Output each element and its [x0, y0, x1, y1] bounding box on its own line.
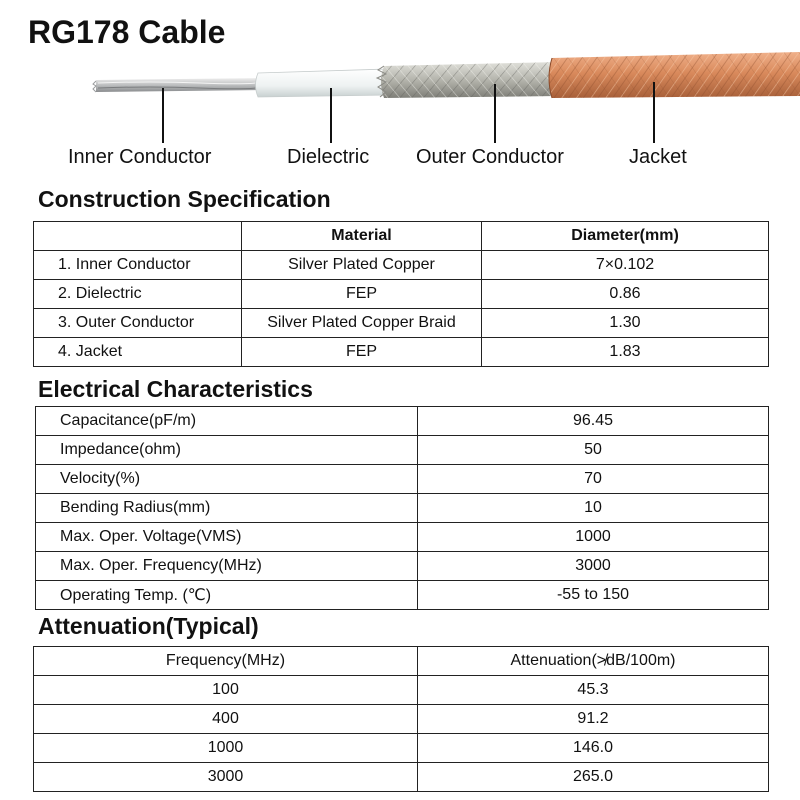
- header-diameter: Diameter(mm): [482, 222, 769, 251]
- header-material: Material: [242, 222, 482, 251]
- row-attenuation: 265.0: [418, 763, 769, 792]
- row-attenuation: 146.0: [418, 734, 769, 763]
- row-value: 70: [418, 465, 769, 494]
- table-row: [34, 280, 769, 309]
- row-label: Operating Temp. (℃): [36, 581, 418, 610]
- table-header-row: [34, 647, 769, 676]
- electrical-table: [35, 406, 769, 610]
- row-value: 96.45: [418, 407, 769, 436]
- table-row: [34, 763, 769, 792]
- row-attenuation: 91.2: [418, 705, 769, 734]
- table-row: [34, 705, 769, 734]
- outer-conductor-shape: [377, 62, 560, 98]
- row-label: Capacitance(pF/m): [36, 407, 418, 436]
- label-inner-conductor: Inner Conductor: [68, 146, 212, 168]
- row-label: 1. Inner Conductor: [34, 251, 242, 280]
- row-label: 2. Dielectric: [34, 280, 242, 309]
- row-material: FEP: [242, 280, 482, 309]
- table-row: [34, 251, 769, 280]
- row-diameter: 0.86: [482, 280, 769, 309]
- row-value: 50: [418, 436, 769, 465]
- table-row: [34, 734, 769, 763]
- header-frequency: Frequency(MHz): [34, 647, 418, 676]
- row-label: Max. Oper. Frequency(MHz): [36, 552, 418, 581]
- inner-conductor-shape: [93, 78, 262, 92]
- table-row: [36, 523, 769, 552]
- label-outer-conductor: Outer Conductor: [416, 146, 564, 168]
- row-attenuation: 45.3: [418, 676, 769, 705]
- table-row: [36, 581, 769, 610]
- row-frequency: 3000: [34, 763, 418, 792]
- row-diameter: 1.83: [482, 338, 769, 367]
- table-row: [36, 436, 769, 465]
- row-label: 4. Jacket: [34, 338, 242, 367]
- row-frequency: 100: [34, 676, 418, 705]
- table-row: [34, 309, 769, 338]
- row-label: Velocity(%): [36, 465, 418, 494]
- label-jacket: Jacket: [629, 146, 687, 168]
- construction-table: [33, 221, 769, 367]
- row-frequency: 400: [34, 705, 418, 734]
- row-value: 10: [418, 494, 769, 523]
- header-cell: [34, 222, 242, 251]
- dielectric-shape: [256, 69, 392, 97]
- attenuation-table: [33, 646, 769, 792]
- row-label: Bending Radius(mm): [36, 494, 418, 523]
- table-row: [36, 407, 769, 436]
- table-header-row: [34, 222, 769, 251]
- row-material: FEP: [242, 338, 482, 367]
- attenuation-heading: Attenuation(Typical): [38, 613, 259, 639]
- row-value: 3000: [418, 552, 769, 581]
- header-attenuation: Attenuation(≯dB/100m): [418, 647, 769, 676]
- row-diameter: 1.30: [482, 309, 769, 338]
- row-label: 3. Outer Conductor: [34, 309, 242, 338]
- row-frequency: 1000: [34, 734, 418, 763]
- row-material: Silver Plated Copper Braid: [242, 309, 482, 338]
- table-row: [36, 552, 769, 581]
- table-row: [34, 676, 769, 705]
- row-value: -55 to 150: [418, 581, 769, 610]
- label-dielectric: Dielectric: [287, 146, 370, 168]
- row-label: Max. Oper. Voltage(VMS): [36, 523, 418, 552]
- page-title: RG178 Cable: [28, 14, 226, 50]
- row-material: Silver Plated Copper: [242, 251, 482, 280]
- row-value: 1000: [418, 523, 769, 552]
- jacket-shape: [549, 52, 800, 98]
- table-row: [36, 494, 769, 523]
- row-label: Impedance(ohm): [36, 436, 418, 465]
- cable-illustration: [0, 0, 800, 145]
- electrical-heading: Electrical Characteristics: [38, 376, 313, 402]
- table-row: [36, 465, 769, 494]
- row-diameter: 7×0.102: [482, 251, 769, 280]
- table-row: [34, 338, 769, 367]
- construction-heading: Construction Specification: [38, 186, 331, 212]
